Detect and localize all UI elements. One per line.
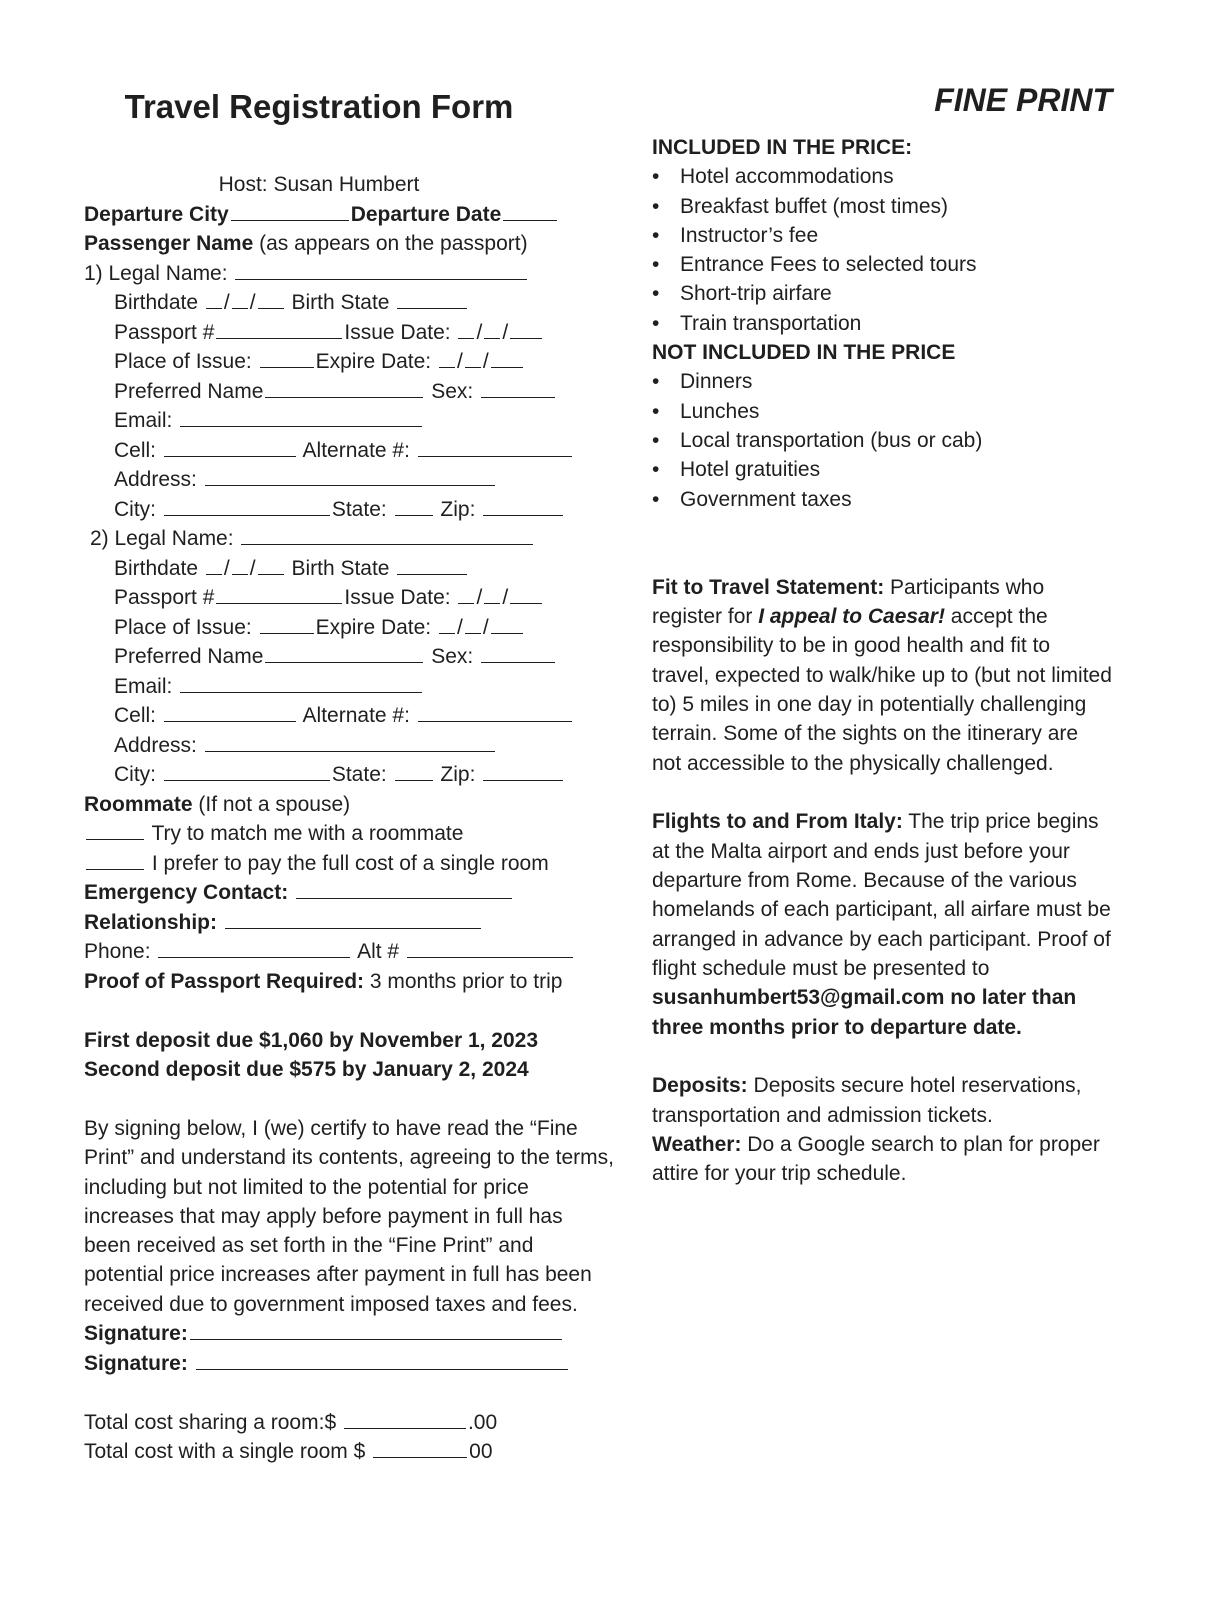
relationship-field[interactable] (225, 908, 481, 929)
departure-city-field[interactable] (231, 200, 349, 221)
place-of-issue-row (84, 613, 624, 643)
slash: / (476, 586, 483, 609)
roommate-option-single (84, 849, 624, 879)
state-field[interactable] (395, 495, 433, 516)
zip-field[interactable] (483, 760, 563, 781)
birthdate-row (84, 554, 624, 584)
expire-year-field[interactable] (491, 347, 523, 368)
total-single-field[interactable] (373, 1437, 467, 1458)
list-item: • Short-trip airfare (652, 279, 1112, 308)
slash: / (482, 350, 489, 373)
birth-day-field[interactable] (232, 288, 248, 309)
passport-row (84, 318, 624, 348)
place-of-issue-row (84, 347, 624, 377)
signature-field-1[interactable] (190, 1319, 562, 1340)
legal-name-field[interactable] (235, 259, 527, 280)
city-label: City: (114, 497, 156, 521)
flights-text: The trip price begins at the Malta airport and ends just before your departure from Rome. Because of the various homelands of each participant, all airfare must be arranged in advance by each participant. Proof of flight schedule must be presented to (652, 810, 1111, 980)
cell-row (84, 701, 624, 731)
city-row (84, 495, 624, 525)
city-label: City: (114, 763, 156, 786)
signature-label: Signature: (84, 1322, 188, 1346)
address-label: Address: (114, 733, 197, 757)
address-row (84, 465, 624, 495)
weather-heading: Weather: (652, 1132, 742, 1156)
alt-phone-field[interactable] (407, 937, 573, 958)
departure-date-label: Departure Date (350, 202, 502, 226)
preferred-name-label: Preferred Name (114, 645, 264, 668)
passenger-1-section (84, 259, 624, 525)
fit-title: I appeal to Caesar! (758, 605, 945, 629)
single-room-check-field[interactable] (86, 849, 144, 870)
signature-field-2[interactable] (196, 1349, 568, 1370)
list-item: • Train transportation (652, 309, 1112, 338)
issue-date-label: Issue Date: (344, 320, 451, 344)
list-item: • Dinners (652, 367, 1112, 396)
signature-label: Signature: (84, 1351, 188, 1375)
emergency-contact-row (84, 878, 624, 908)
issue-day-field[interactable] (484, 318, 500, 339)
birthdate-label: Birthdate (114, 291, 199, 314)
birth-year-field[interactable] (258, 554, 284, 575)
registration-form (84, 88, 624, 1467)
alternate-label: Alternate #: (302, 704, 410, 727)
cell-row (84, 436, 624, 466)
single-room-label: I prefer to pay the full cost of a single room (151, 851, 549, 875)
preferred-name-row (84, 377, 624, 407)
not-included-list (652, 367, 1112, 513)
issue-year-field[interactable] (510, 583, 542, 604)
list-item: • Instructor’s fee (652, 221, 1112, 250)
birth-month-field[interactable] (206, 288, 222, 309)
weather-statement (652, 1130, 1112, 1189)
host-line: Host: Susan Humbert (218, 173, 420, 196)
roommate-heading (84, 790, 624, 820)
passport-label: Passport # (114, 586, 215, 609)
slash: / (249, 556, 256, 580)
zip-label: Zip: (440, 497, 476, 521)
total-single-suffix: 00 (469, 1440, 493, 1464)
passport-label: Passport # (114, 320, 215, 344)
relationship-row (84, 908, 624, 938)
sex-label: Sex: (431, 645, 474, 668)
deposits-heading: Deposits: (652, 1074, 748, 1098)
cell-label: Cell: (114, 704, 157, 727)
birth-state-field[interactable] (397, 288, 467, 309)
departure-city-label: Departure City (84, 202, 229, 226)
sex-field[interactable] (481, 642, 555, 663)
fit-text-2: accept the responsibility to be in good health and fit to travel, expected to walk/hike up to (but not limited to) 5 miles in one day in potentially challenging terrain. Some of the sights on the itinerary are not accessible to the physically challenged. (652, 605, 1112, 775)
issue-year-field[interactable] (510, 318, 542, 339)
passport-number-field[interactable] (216, 583, 342, 604)
alternate-label: Alternate #: (302, 438, 410, 462)
birthdate-label: Birthdate (114, 556, 199, 580)
passport-number-field[interactable] (216, 318, 342, 339)
total-single-label: Total cost with a single room $ (84, 1440, 366, 1464)
expire-month-field[interactable] (439, 347, 455, 368)
fine-print-title: FINE PRINT (934, 82, 1112, 118)
issue-day-field[interactable] (484, 583, 500, 604)
roommate-match-check-field[interactable] (86, 819, 144, 840)
fit-text-1: Participants who register for (652, 575, 1045, 629)
phone-row (84, 937, 624, 967)
expire-day-field[interactable] (465, 613, 481, 634)
fit-to-travel-statement (652, 573, 1112, 778)
legal-name-field[interactable] (241, 524, 533, 545)
departure-row (84, 200, 624, 230)
total-sharing-label: Total cost sharing a room:$ (84, 1410, 337, 1434)
city-field[interactable] (164, 760, 330, 781)
cell-label: Cell: (114, 438, 157, 462)
proof-label: Proof of Passport Required: (84, 969, 365, 993)
second-deposit: Second deposit due $575 by January 2, 2024 (84, 1058, 529, 1081)
state-field[interactable] (395, 760, 433, 781)
slash: / (223, 291, 230, 314)
slash: / (502, 586, 509, 609)
legal-name-row (84, 259, 624, 289)
roommate-note: (If not a spouse) (192, 792, 351, 816)
email-field[interactable] (180, 672, 422, 693)
alt-phone-label: Alt # (357, 940, 400, 963)
zip-field[interactable] (483, 495, 563, 516)
list-item: • Government taxes (652, 485, 1112, 514)
alternate-field[interactable] (418, 436, 572, 457)
slash: / (476, 320, 483, 344)
sex-field[interactable] (481, 377, 555, 398)
passenger-name-note: (as appears on the passport) (253, 232, 528, 255)
slash: / (482, 615, 489, 639)
address-row (84, 731, 624, 761)
expire-date-label: Expire Date: (315, 615, 432, 639)
list-item: • Entrance Fees to selected tours (652, 250, 1112, 279)
sex-label: Sex: (431, 379, 474, 403)
address-field[interactable] (205, 731, 495, 752)
passenger-2-section (84, 524, 624, 790)
place-of-issue-label: Place of Issue: (114, 350, 252, 373)
expire-year-field[interactable] (491, 613, 523, 634)
weather-text: Do a Google search to plan for proper attire for your trip schedule. (652, 1132, 1100, 1186)
phone-label: Phone: (84, 940, 151, 963)
expire-day-field[interactable] (465, 347, 481, 368)
email-row (84, 672, 624, 702)
preferred-name-field[interactable] (265, 377, 423, 398)
signature-row-1 (84, 1319, 624, 1349)
expire-month-field[interactable] (439, 613, 455, 634)
zip-label: Zip: (440, 763, 476, 786)
roommate-option-match (84, 819, 624, 849)
proof-of-passport-row (84, 967, 624, 997)
deposits-text: Deposits secure hotel reservations, transportation and admission tickets. (652, 1074, 1082, 1127)
place-of-issue-field[interactable] (260, 347, 314, 368)
not-included-heading: NOT INCLUDED IN THE PRICE (652, 341, 956, 365)
deposits-statement (652, 1071, 1112, 1130)
list-item: • Hotel gratuities (652, 455, 1112, 484)
included-heading: INCLUDED IN THE PRICE: (652, 136, 913, 159)
passenger-name-heading (84, 229, 624, 259)
total-sharing-suffix: .00 (467, 1410, 498, 1434)
total-sharing-field[interactable] (344, 1408, 466, 1429)
form-title: Travel Registration Form (124, 88, 514, 125)
address-field[interactable] (205, 465, 495, 486)
roommate-match-label: Try to match me with a roommate (151, 822, 464, 845)
alternate-field[interactable] (418, 701, 572, 722)
city-field[interactable] (164, 495, 330, 516)
slash: / (223, 556, 230, 580)
cell-field[interactable] (164, 436, 296, 457)
list-item: • Hotel accommodations (652, 162, 1112, 191)
signature-row-2 (84, 1349, 624, 1379)
emergency-contact-label: Emergency Contact: (84, 881, 289, 904)
slash: / (457, 615, 463, 639)
legal-name-row (84, 524, 624, 554)
birth-state-label: Birth State (291, 291, 390, 314)
roommate-label: Roommate (84, 792, 193, 816)
total-single-row (84, 1437, 624, 1467)
email-field[interactable] (180, 406, 422, 427)
emergency-contact-field[interactable] (296, 878, 512, 899)
slash: / (457, 350, 463, 373)
address-label: Address: (114, 468, 197, 491)
issue-month-field[interactable] (458, 583, 474, 604)
flights-heading: Flights to and From Italy: (652, 810, 903, 834)
birth-state-field[interactable] (397, 554, 467, 575)
place-of-issue-label: Place of Issue: (114, 615, 252, 639)
phone-field[interactable] (158, 937, 350, 958)
slash: / (249, 291, 256, 314)
state-label: State: (331, 497, 387, 521)
list-item: • Local transportation (bus or cab) (652, 426, 1112, 455)
passport-row (84, 583, 624, 613)
preferred-name-field[interactable] (265, 642, 423, 663)
expire-date-label: Expire Date: (315, 350, 432, 373)
first-deposit: First deposit due $1,060 by November 1, 2023 (84, 1028, 539, 1052)
total-sharing-row (84, 1408, 624, 1438)
birth-day-field[interactable] (232, 554, 248, 575)
birth-state-label: Birth State (291, 556, 390, 580)
state-label: State: (331, 763, 387, 786)
flights-statement (652, 807, 1112, 1041)
relationship-label: Relationship: (84, 910, 218, 934)
issue-month-field[interactable] (458, 318, 474, 339)
list-item: • Breakfast buffet (most times) (652, 192, 1112, 221)
preferred-name-label: Preferred Name (114, 379, 264, 403)
fit-heading: Fit to Travel Statement: (652, 575, 885, 599)
legal-name-label: 1) Legal Name: (84, 261, 228, 285)
city-row (84, 760, 624, 790)
email-label: Email: (114, 674, 173, 698)
departure-date-field[interactable] (503, 200, 557, 221)
flights-tail: no later than three months prior to departure date. (652, 986, 1077, 1039)
proof-text: 3 months prior to trip (364, 969, 563, 993)
slash: / (502, 320, 509, 344)
legal-name-label: 2) Legal Name: (90, 527, 234, 550)
email-row (84, 406, 624, 436)
birth-year-field[interactable] (258, 288, 284, 309)
birth-month-field[interactable] (206, 554, 222, 575)
birthdate-row (84, 288, 624, 318)
cell-field[interactable] (164, 701, 296, 722)
email-label: Email: (114, 409, 173, 432)
included-list (652, 162, 1112, 338)
list-item: • Lunches (652, 397, 1112, 426)
passenger-name-label: Passenger Name (84, 232, 254, 255)
fine-print-section (652, 82, 1112, 1189)
preferred-name-row (84, 642, 624, 672)
place-of-issue-field[interactable] (260, 613, 314, 634)
certification-paragraph: By signing below, I (we) certify to have read the “Fine Print” and understand its contents, agreeing to the terms, including but not limited to the potential for price increases that may apply before payment in full has been received as set forth in the “Fine Print” and potential price increases after payment in full has been received due to government imposed taxes and fees. (84, 1117, 614, 1316)
issue-date-label: Issue Date: (344, 586, 451, 609)
contact-email[interactable]: susanhumbert53@gmail.com (652, 986, 945, 1010)
